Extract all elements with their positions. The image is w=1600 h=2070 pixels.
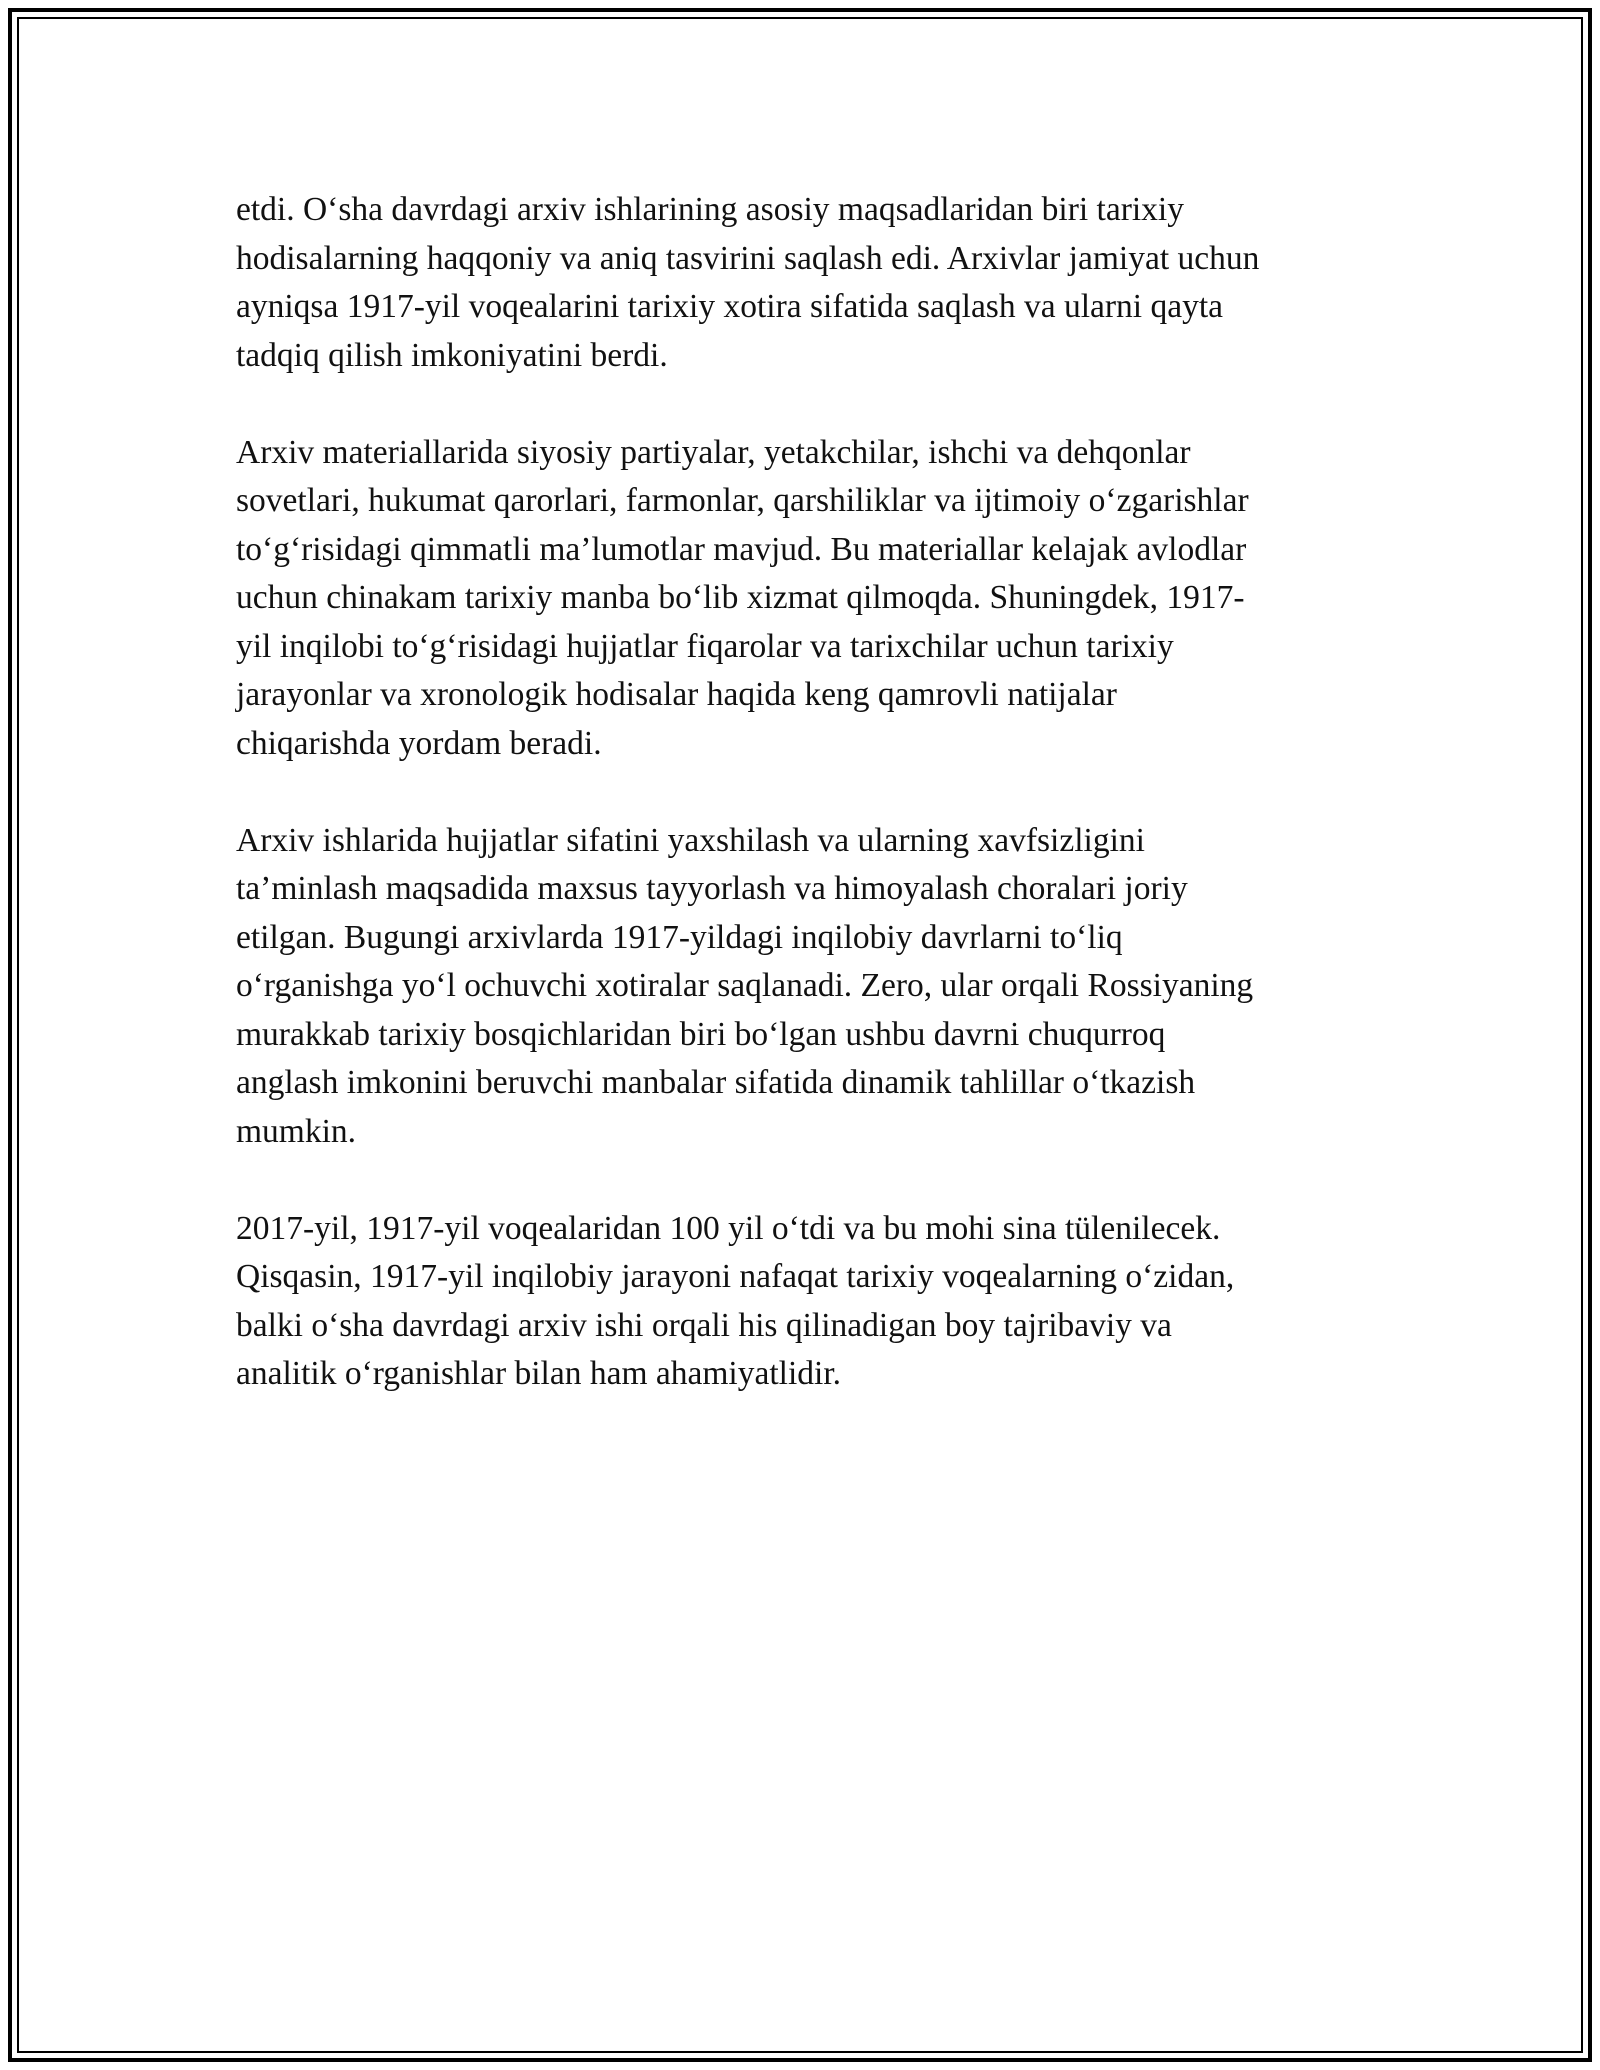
paragraph-2: Arxiv materiallarida siyosiy partiyalar, yetakchilar, ishchi va dehqonlar sovetlari, hukumat qarorlari, farmonlar, qarshiliklar va ijtimoiy o‘zgarishlar to‘g‘risidagi qimmatli ma’lumotlar mavjud. Bu materiallar kelajak avlodlar uchun chinakam tarixiy manba bo‘lib xizmat qilmoqda. Shuningdek, 1917- yil inqilobi to‘g‘risidagi hujjatlar fiqarolar va tarixchilar uchun tarixiy jarayonlar va xronologik hodisalar haqida keng qamrovli natijalar chiqarishda yordam beradi. xyxy=(236,433,1249,762)
paragraph-3: Arxiv ishlarida hujjatlar sifatini yaxshilash va ularning xavfsizligini ta’minlash maqsadida maxsus tayyorlash va himoyalash choralari joriy etilgan. Bugungi arxivlarda 1917-yildagi inqilobiy davrlarni to‘liq o‘rganishga yo‘l ochuvchi xotiralar saqlanadi. Zero, ular orqali Rossiyaning murakkab tarixiy bosqichlaridan biri bo‘lgan ushbu davrni chuqurroq anglash imkonini beruvchi manbalar sifatida dinamik tahlillar o‘tkazish mumkin. xyxy=(236,821,1254,1150)
paragraph-1: etdi. O‘sha davrdagi arxiv ishlarining asosiy maqsadlaridan biri tarixiy hodisalarning haqqoniy va aniq tasvirini saqlash edi. Arxivlar jamiyat uchun ayniqsa 1917-yil voqealarini tarixiy xotira sifatida saqlash va ularni qayta tadqiq qilish imkoniyatini berdi. xyxy=(236,191,1260,374)
document-body xyxy=(236,186,1366,1447)
paragraph-4: 2017-yil, 1917-yil voqealaridan 100 yil o‘tdi va bu mohi sina tülenilecek. Qisqasin, 1917-yil inqilobiy jarayoni nafaqat tarixiy voqealarning o‘zidan, balki o‘sha davrdagi arxiv ishi orqali his qilinadigan boy tajribaviy va analitik o‘rganishlar bilan ham ahamiyatlidir. xyxy=(236,1209,1235,1392)
